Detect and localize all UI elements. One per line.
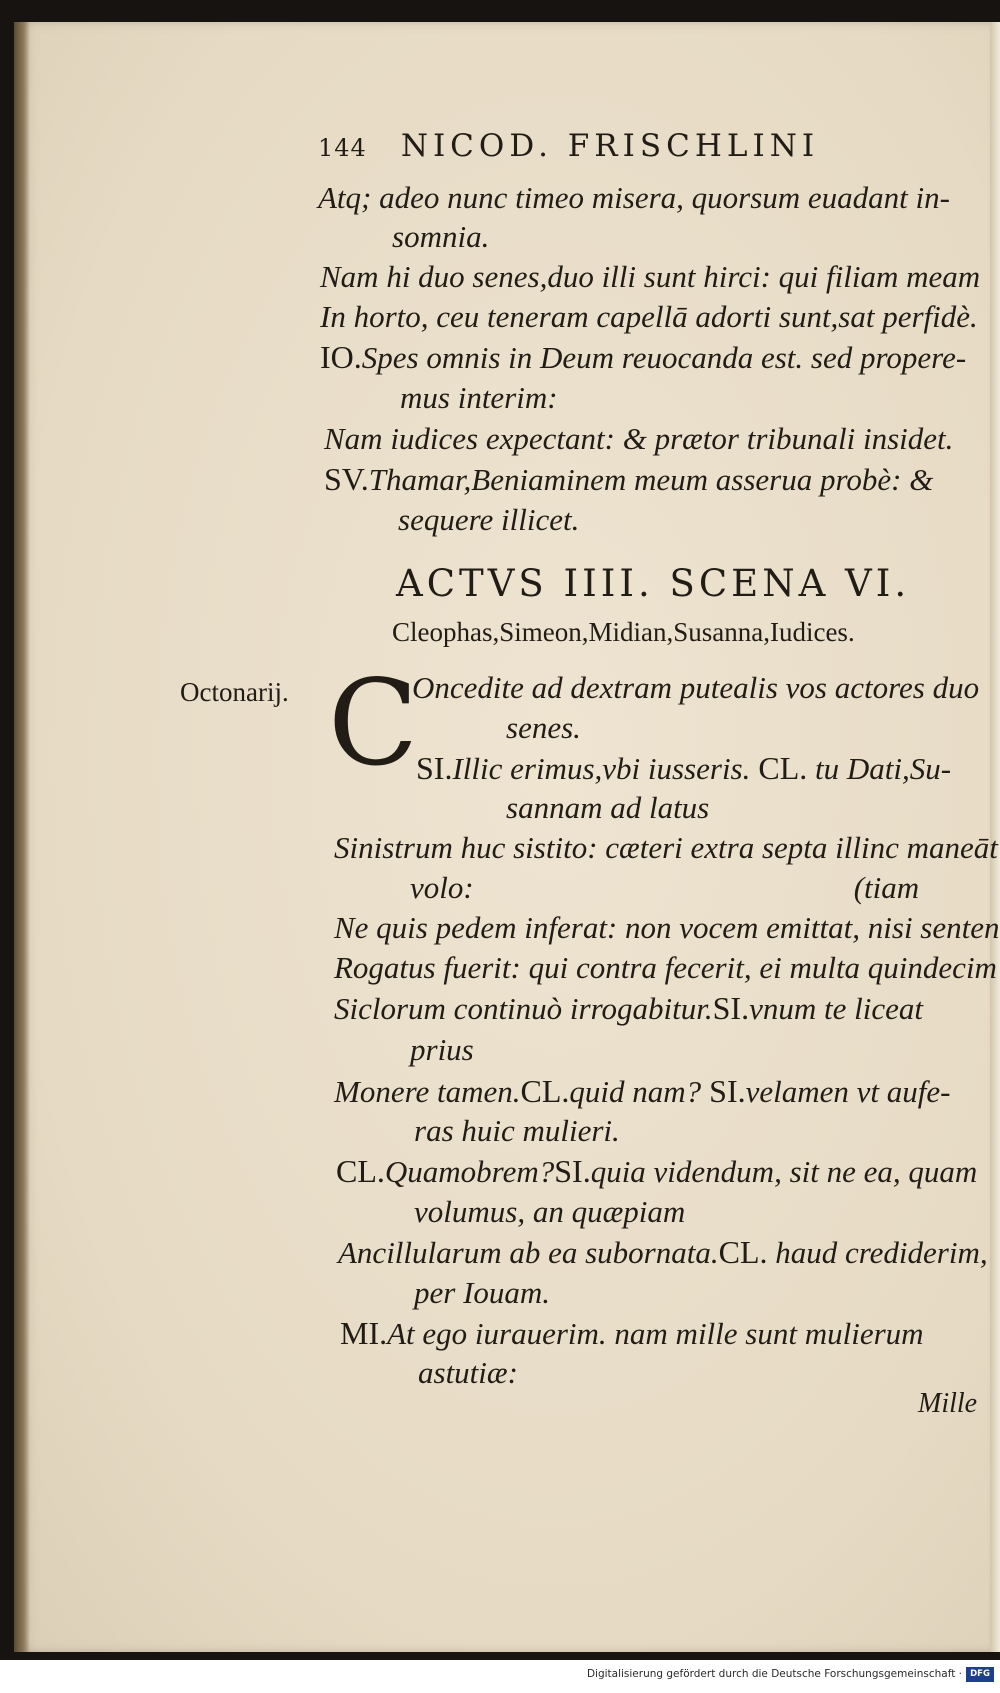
text-line: Monere tamen.CL.quid nam? SI.velamen vt aufe-	[334, 1073, 951, 1109]
text-line: SV.Thamar,Beniaminem meum asserua probè: &	[324, 461, 934, 497]
text-line: volumus, an quæpiam	[414, 1194, 686, 1229]
speaker: CL.	[336, 1153, 385, 1189]
book-spine-shadow	[14, 22, 30, 1652]
text-line: Nam iudices expectant: & prætor tribunali insidet.	[324, 421, 954, 456]
running-title: NICOD. FRISCHLINI	[400, 128, 820, 164]
text-line: Rogatus fuerit: qui contra fecerit, ei multa quindecim	[334, 950, 997, 985]
footer-bar	[0, 1660, 1000, 1693]
text-line: senes.	[506, 710, 581, 745]
text-line: volo: (tiam	[410, 870, 920, 905]
scene-characters: Cleophas,Simeon,Midian,Susanna,Iudices.	[392, 617, 855, 647]
drop-cap: C	[328, 654, 419, 792]
running-head	[318, 128, 819, 164]
speaker: SI.	[712, 990, 750, 1026]
text-line: Oncedite ad dextram putealis vos actores duo	[412, 670, 980, 705]
text-line: mus interim:	[400, 380, 558, 415]
speaker: CL.	[750, 750, 808, 786]
text-line: Nam hi duo senes,duo illi sunt hirci: qui filiam meam	[320, 259, 981, 294]
text-line: Atq; adeo nunc timeo misera, quorsum euadant in-	[318, 180, 950, 215]
text-line: Sinistrum huc sistito: cæteri extra septa illinc maneāt	[334, 830, 998, 865]
text-line: ras huic mulieri.	[414, 1113, 620, 1148]
dfg-logo-icon: DFG	[966, 1667, 994, 1682]
text-line: In horto, ceu teneram capellā adorti sunt,sat perfidè.	[320, 299, 978, 334]
speaker: SI.	[701, 1073, 746, 1109]
speaker: IO.	[320, 339, 362, 375]
text-line: IO.Spes omnis in Deum reuocanda est. sed propere-	[320, 339, 967, 375]
text-line: per Iouam.	[414, 1275, 551, 1310]
catchword: Mille	[918, 1388, 978, 1419]
speaker: SV.	[324, 461, 369, 497]
text-line: sequere illicet.	[398, 502, 580, 537]
text-line: prius	[410, 1032, 474, 1067]
footer-credit: Digitalisierung gefördert durch die Deutsche Forschungsgemeinschaft ·	[586, 1668, 962, 1680]
text-line: SI.Illic erimus,vbi iusseris. CL. tu Dati,Su-	[416, 750, 952, 786]
speaker: CL.	[520, 1073, 570, 1109]
text-line: Ancillularum ab ea subornata.CL. haud crediderim,	[338, 1234, 988, 1270]
speaker: SI.	[554, 1153, 591, 1189]
speaker: CL.	[718, 1234, 768, 1270]
scene-heading: ACTVS IIII. SCENA VI.	[396, 562, 911, 605]
text-line: somnia.	[392, 219, 490, 254]
speaker: MI.	[340, 1315, 388, 1351]
speaker: SI.	[416, 750, 453, 786]
text-line: Siclorum continuò irrogabitur.SI.vnum te liceat	[334, 990, 923, 1026]
text-line: MI.At ego iurauerim. nam mille sunt mulierum	[340, 1315, 924, 1351]
text-line: Ne quis pedem inferat: non vocem emittat, nisi senten	[334, 910, 1000, 945]
page-number: 144	[318, 134, 367, 162]
text-line: sannam ad latus	[506, 790, 710, 825]
text-line: astutiæ:	[418, 1355, 518, 1390]
text-line: CL.Quamobrem?SI.quia videndum, sit ne ea, quam	[336, 1153, 978, 1189]
margin-note: Octonarij.	[180, 677, 289, 707]
